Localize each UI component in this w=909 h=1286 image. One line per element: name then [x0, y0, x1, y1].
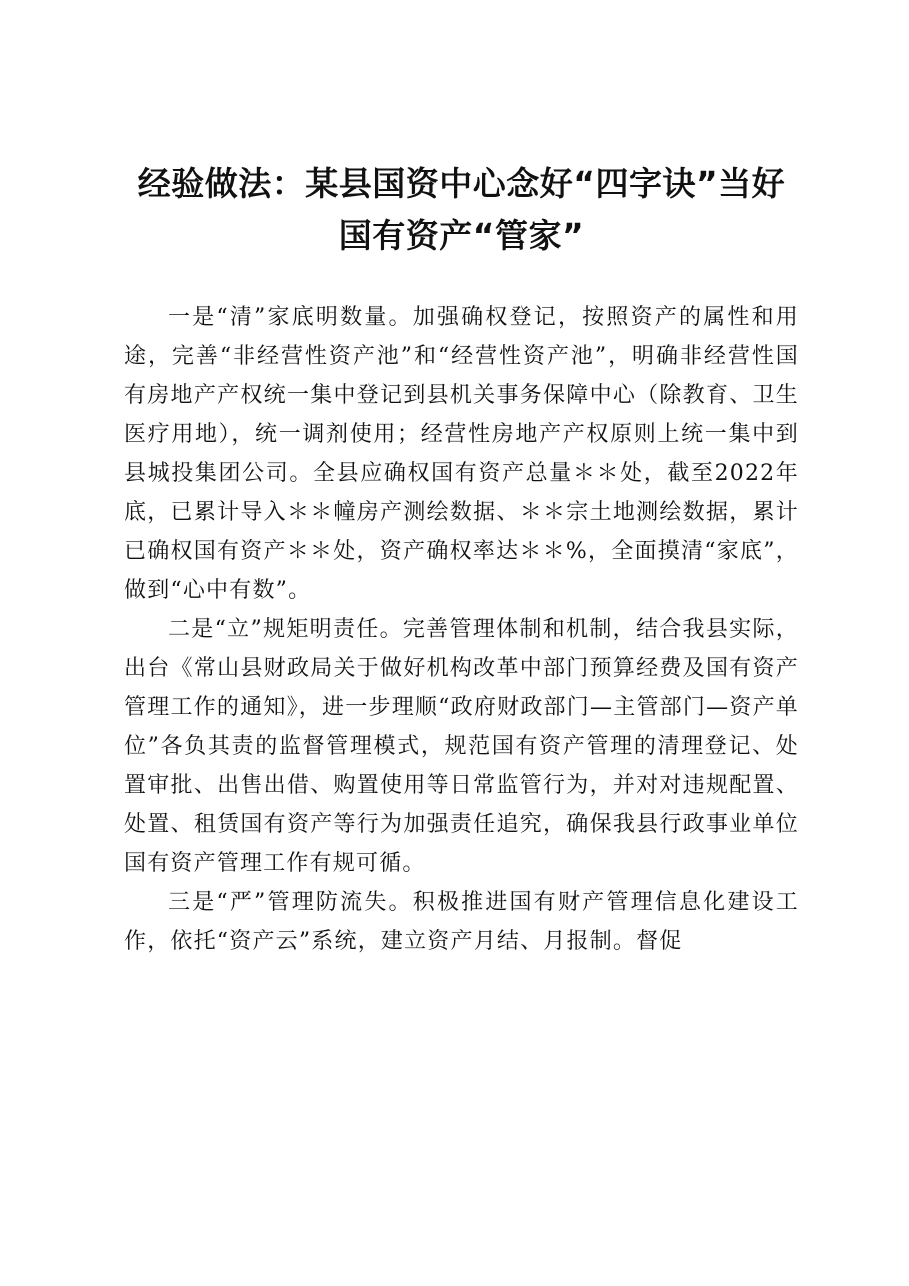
paragraph-1: 一是“清”家底明数量。加强确权登记，按照资产的属性和用途，完善“非经营性资产池”和“经营性资产池”，明确非经营性国有房地产产权统一集中登记到县机关事务保障中心（除教育、卫生医疗用地），统一调剂使用；经营性房地产产权原则上统一集中到县城投集团公司。全县应确权国有资产总量＊＊处，截至2022年底，已累计导入＊＊幢房产测绘数据、＊＊宗土地测绘数据，累计已确权国有资产＊＊处，资产确权率达＊＊%，全面摸清“家底”，做到“心中有数”。 [124, 305, 799, 603]
paragraph-3: 三是“严”管理防流失。积极推进国有财产管理信息化建设工作，依托“资产云”系统，建立资产月结、月报制。督促 [124, 890, 799, 954]
document-body [124, 298, 799, 961]
title-line-2: 国有资产“管家” [338, 216, 585, 255]
title-line-1: 经验做法：某县国资中心念好“四字诀”当好 [137, 164, 786, 203]
document-title [124, 158, 799, 262]
paragraph-2: 二是“立”规矩明责任。完善管理体制和机制，结合我县实际，出台《常山县财政局关于做好机构改革中部门预算经费及国有资产管理工作的通知》，进一步理顺“政府财政部门—主管部门—资产单位”各负其责的监督管理模式，规范国有资产管理的清理登记、处置审批、出售出借、购置使用等日常监管行为，并对对违规配置、处置、租赁国有资产等行为加强责任追究，确保我县行政事业单位国有资产管理工作有规可循。 [124, 617, 799, 876]
